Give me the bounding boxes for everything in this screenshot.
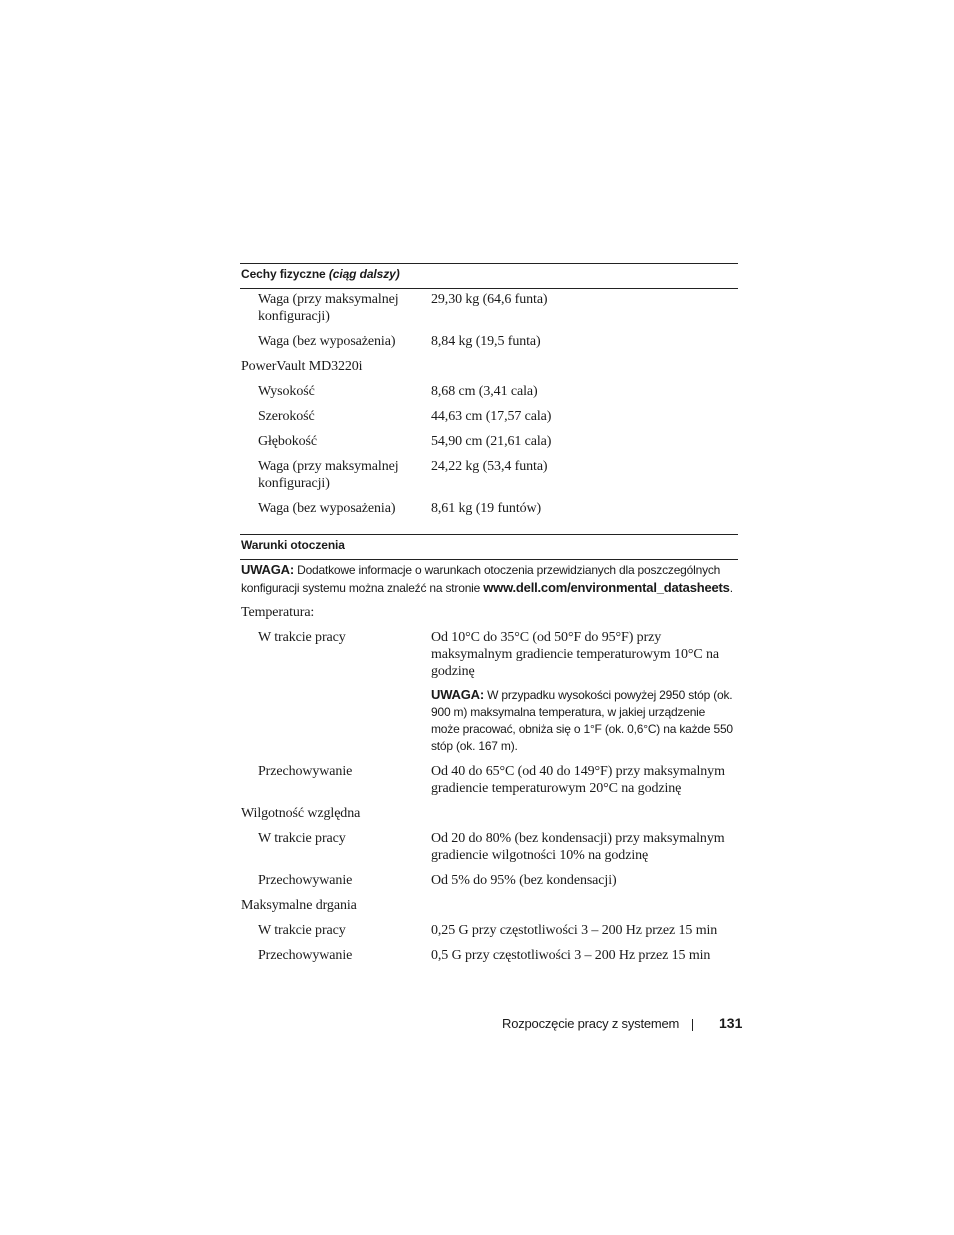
row-value: 8,84 kg (19,5 funta) — [431, 334, 541, 349]
row-label: Waga (przy maksymalnej konfiguracji) — [258, 292, 399, 324]
row-value: 54,90 cm (21,61 cala) — [431, 434, 552, 449]
row-label: Głębokość — [258, 434, 317, 449]
row-label: Wysokość — [258, 384, 315, 399]
row-value: 29,30 kg (64,6 funta) — [431, 292, 548, 307]
row-label: Waga (bez wyposażenia) — [258, 501, 396, 516]
row-value: Od 20 do 80% (bez kondensacji) przy maksymalnym gradiencie wilgotności 10% na godzinę — [431, 831, 725, 863]
temperature-note — [431, 686, 735, 755]
humidity-heading: Wilgotność względna — [241, 806, 361, 821]
row-value: Od 5% do 95% (bez kondensacji) — [431, 873, 617, 888]
environment-note — [241, 561, 741, 597]
row-value: Od 40 do 65°C (od 40 do 149°F) przy maksymalnym gradiencie temperaturowym 20°C na godzinę — [431, 764, 725, 796]
note-link[interactable]: www.dell.com/environmental_datasheets — [483, 580, 730, 595]
note-label: UWAGA: — [241, 562, 294, 577]
note-text: Dodatkowe informacje o warunkach otoczenia przewidzianych dla poszczególnych konfiguracji systemu można znaleźć na stronie — [241, 563, 721, 595]
note-end: . — [729, 581, 733, 595]
note-label: UWAGA: — [431, 687, 484, 702]
section-title-environment: Warunki otoczenia — [241, 538, 345, 552]
row-value: 8,61 kg (19 funtów) — [431, 501, 542, 516]
row-value: 0,25 G przy częstotliwości 3 – 200 Hz przez 15 min — [431, 923, 718, 938]
row-label: Przechowywanie — [258, 873, 353, 888]
section-header-rule — [240, 288, 738, 289]
row-label: Przechowywanie — [258, 948, 353, 963]
table-top-rule — [240, 263, 738, 264]
row-value: Od 10°C do 35°C (od 50°F do 95°F) przy maksymalnym gradiencie temperaturowym 10°C na godzinę — [431, 630, 720, 679]
section-divider-rule — [240, 534, 738, 535]
row-value: 8,68 cm (3,41 cala) — [431, 384, 538, 399]
row-label: Szerokość — [258, 409, 315, 424]
row-label: W trakcie pracy — [258, 831, 346, 846]
row-value: 24,22 kg (53,4 funta) — [431, 459, 548, 474]
row-label: Waga (bez wyposażenia) — [258, 334, 396, 349]
row-label: W trakcie pracy — [258, 923, 346, 938]
section-title-suffix: (ciąg dalszy) — [328, 267, 400, 281]
section-title-text: Cechy fizyczne — [241, 267, 326, 281]
footer-separator — [692, 1019, 693, 1031]
row-value: 44,63 cm (17,57 cala) — [431, 409, 552, 424]
temperature-heading: Temperatura: — [241, 605, 315, 620]
row-label: Przechowywanie — [258, 764, 353, 779]
row-label: W trakcie pracy — [258, 630, 346, 645]
note-text: W przypadku wysokości powyżej 2950 stóp (ok. 900 m) maksymalna temperatura, w jakiej urządzenie może pracować, obniża się o 1°F (ok. 0,6°C) na każde 550 stóp (ok. 167 m). — [431, 688, 733, 753]
section-title-physical — [241, 267, 400, 281]
row-label: Waga (przy maksymalnej konfiguracji) — [258, 459, 399, 491]
vibration-heading: Maksymalne drgania — [241, 898, 357, 913]
model-heading: PowerVault MD3220i — [241, 359, 363, 374]
row-value: 0,5 G przy częstotliwości 3 – 200 Hz przez 15 min — [431, 948, 711, 963]
section-header-rule — [240, 559, 738, 560]
page-number: 131 — [719, 1015, 743, 1031]
footer-chapter: Rozpoczęcie pracy z systemem — [502, 1016, 680, 1031]
